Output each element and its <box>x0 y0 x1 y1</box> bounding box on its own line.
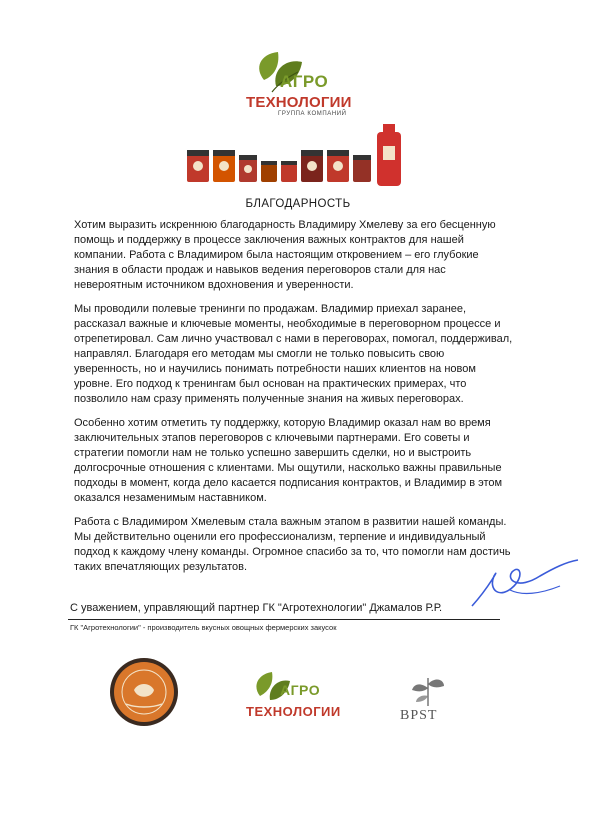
logo-tech-text: ТЕХНОЛОГИИ <box>246 94 352 111</box>
logo-agro-text: АГРО <box>280 72 329 91</box>
logo-group-text: ГРУППА КОМПАНИЙ <box>278 111 347 117</box>
product-badge-logo <box>108 656 180 728</box>
paragraph-2: Мы проводили полевые тренинги по продажам. Владимир приехал заранее, рассказал важные и ключевые моменты, необходимые в переговорном процессе и отрепетировал. Сам лично участвовал с нами в переговорах, помогал, поддерживал, направлял. Благодаря его методам мы смогли не только повысить свою уверенность, но и научились понимать потребности наших клиентов на новом уровне. Его подход к тренингам был основан на практических примерах, что позволило нам сразу применять полученные знания на живых переговорах. <box>74 303 513 405</box>
paragraph-3: Особенно хотим отметить ту поддержку, которую Владимир оказал нам во время заключительных этапов переговоров с ключевыми партнерами. Его советы и стратегии помогли нам не только успешно завершить сделки, но и выстроить долгосрочные отношения с клиентами. Мы ощутили, насколько важны правильные подходы в момент, когда дело касается подписания контрактов, и Владимир в этом оказался незаменимым наставником. <box>74 417 503 504</box>
product-jars-image <box>185 120 415 190</box>
agrotech-logo-top <box>238 46 358 126</box>
agrotech-logo-bottom <box>246 668 356 728</box>
paragraph-4: Работа с Владимиром Хмелевым стала важным этапом в развитии нашей команды. Мы действительно оценили его профессионализм, терпение и индивидуальный подход к каждому члену команды. Огромное спасибо за то, что помогли нам достичь таких впечатляющих результатов. <box>74 516 511 573</box>
closing-line: С уважением, управляющий партнер ГК "Агротехнологии" Джамалов Р.Р. <box>70 602 443 614</box>
bpst-text: BPST <box>400 708 438 723</box>
logo-tech-text: ТЕХНОЛОГИИ <box>246 704 341 719</box>
herb-icon <box>398 672 458 708</box>
paragraph-1: Хотим выразить искреннюю благодарность Владимиру Хмелеву за его бесценную помощь и поддержку в процессе заключения важных контрактов для нашей компании. Работа с Владимиром была настоящим откровением – его глубокие знания в области продаж и навыков ведения переговоров стали для нас невероятным источником вдохновения и уверенности. <box>74 219 496 291</box>
signature-divider <box>68 619 500 620</box>
letter-title: БЛАГОДАРНОСТЬ <box>245 198 351 210</box>
bpst-logo <box>396 672 462 728</box>
logo-agro-text: АГРО <box>280 682 321 698</box>
company-footnote: ГК "Агротехнологии" - производитель вкусных овощных фермерских закусок <box>70 623 337 632</box>
letter-body <box>74 218 514 584</box>
